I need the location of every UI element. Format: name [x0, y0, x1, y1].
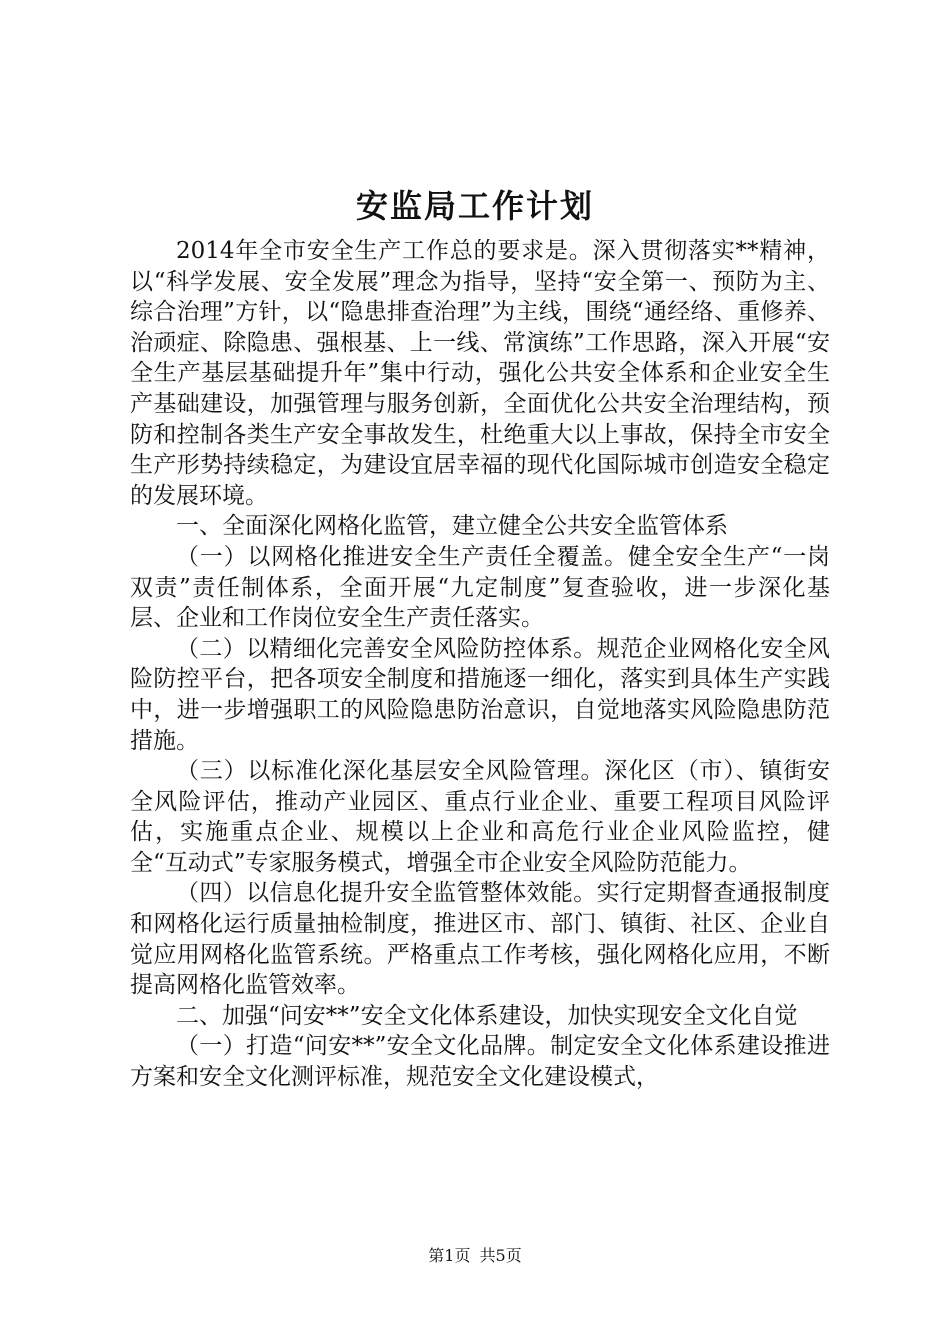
section-1-item-2: （二）以精细化完善安全风险防控体系。规范企业网格化安全风险防控平台，把各项安全制度和措施逐一细化，落实到具体生产实践中，进一步增强职工的风险隐患防治意识，自觉地落实风险隐患防范措施。: [130, 635, 830, 754]
section-1-item-1: （一）以网格化推进安全生产责任全覆盖。健全安全生产“一岗双责”责任制体系，全面开展“九定制度”复查验收，进一步深化基层、企业和工作岗位安全生产责任落实。: [130, 543, 830, 632]
document-body: [130, 236, 830, 1093]
section-heading-1: 一、全面深化网格化监管，建立健全公共安全监管体系: [176, 513, 728, 540]
intro-paragraph: 2014年全市安全生产工作总的要求是。深入贯彻落实**精神，以“科学发展、安全发展”理念为指导，坚持“安全第一、预防为主、综合治理”方针，以“隐患排查治理”为主线，围绕“通经络、重修养、治顽症、除隐患、强根基、上一线、常演练”工作思路，深入开展“安全生产基层基础提升年”集中行动，强化公共安全体系和企业安全生产基础建设，加强管理与服务创新，全面优化公共安全治理结构，预防和控制各类生产安全事故发生，杜绝重大以上事故，保持全市安全生产形势持续稳定，为建设宜居幸福的现代化国际城市创造安全稳定的发展环境。: [130, 238, 830, 509]
section-heading-2: 二、加强“问安**”安全文化体系建设，加快实现安全文化自觉: [176, 1002, 798, 1029]
page-total: 共5页: [479, 1246, 522, 1265]
page-footer: [0, 1246, 950, 1266]
section-2-item-1: （一）打造“问安**”安全文化品牌。制定安全文化体系建设推进方案和安全文化测评标准，规范安全文化建设模式，: [130, 1033, 830, 1091]
document-title: 安监局工作计划: [355, 187, 594, 225]
page-number: 第1页: [428, 1246, 471, 1265]
section-1-item-4: （四）以信息化提升安全监管整体效能。实行定期督查通报制度和网格化运行质量抽检制度，推进区市、部门、镇街、社区、企业自觉应用网格化监管系统。严格重点工作考核，强化网格化应用，不断提高网格化监管效率。: [130, 880, 830, 999]
section-1-item-3: （三）以标准化深化基层安全风险管理。深化区（市）、镇街安全风险评估，推动产业园区、重点行业企业、重要工程项目风险评估，实施重点企业、规模以上企业和高危行业企业风险监控，健全“互动式”专家服务模式，增强全市企业安全风险防范能力。: [130, 758, 830, 876]
